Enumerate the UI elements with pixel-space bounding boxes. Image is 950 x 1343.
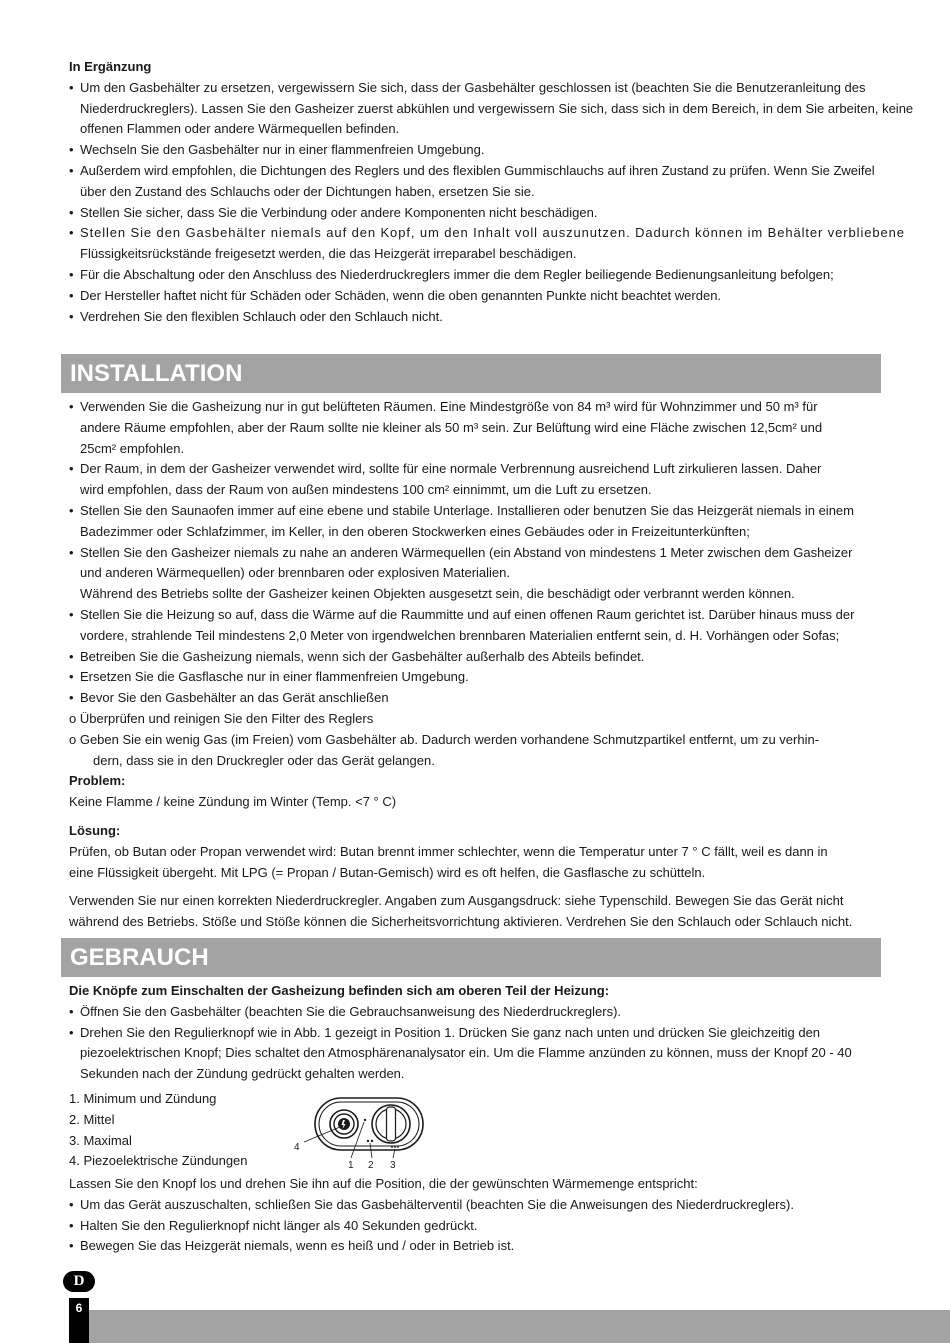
legend-item: 2. Mittel bbox=[69, 1111, 115, 1127]
supplement-section bbox=[69, 57, 914, 327]
figure-label-3: 3 bbox=[390, 1160, 396, 1171]
sub-item: o Geben Sie ein wenig Gas (im Freien) vom Gasbehälter ab. Dadurch werden vorhandene Schmutzpartikel entfernt, um zu verhin- dern, dass sie in den Druckregler oder das Gerät gelangen. bbox=[69, 731, 820, 768]
position-dot-3 bbox=[394, 1146, 396, 1148]
language-badge: D bbox=[63, 1271, 95, 1292]
position-dot-3 bbox=[391, 1146, 393, 1148]
legend-item: 3. Maximal bbox=[69, 1132, 132, 1148]
bullet-item: • Verwenden Sie die Gasheizung nur in gut belüfteten Räumen. Eine Mindestgröße von 84 m³ wird für Wohnzimmer und 50 m³ für andere Räume empfohlen, aber der Raum sollte nie kleiner als 50 m³ sein. Zur Belüftung wird eine Fläche zwischen 12,5cm² und 25cm² empfohlen. bbox=[69, 397, 881, 459]
bullet-item: • Bevor Sie den Gasbehälter an das Gerät anschließen bbox=[69, 688, 881, 709]
piezo-ignition-knob bbox=[330, 1110, 358, 1138]
page-number: 6 bbox=[69, 1298, 89, 1343]
solution-label: Lösung: bbox=[69, 822, 121, 838]
position-dot-1 bbox=[364, 1119, 366, 1121]
problem-text: Keine Flamme / keine Zündung im Winter (Temp. <7 ° C) bbox=[69, 794, 397, 810]
bullet-item: • Um den Gasbehälter zu ersetzen, vergewissern Sie sich, dass der Gasbehälter geschlossen ist (beachten Sie die Benutzeranleitung des Niederdruckreglers). Lassen Sie den Gasheizer zuerst abkühlen und vergewissern Sie sich, dass sich in dem Bereich, in dem Sie arbeiten, keine offenen Flammen oder andere Wärmequellen befinden. bbox=[69, 78, 881, 140]
figure-label-2: 2 bbox=[368, 1160, 374, 1171]
regulator-knob bbox=[372, 1105, 410, 1143]
bullet-item: • Der Hersteller haftet nicht für Schäden oder Schäden, wenn die oben genannten Punkte nicht beachtet werden. bbox=[69, 286, 881, 307]
position-dot-3 bbox=[397, 1146, 399, 1148]
bullet-item: • Drehen Sie den Regulierknopf wie in Abb. 1 gezeigt in Position 1. Drücken Sie ganz nach unten und drücken Sie gleichzeitig den piezoelektrischen Knopf; Dies schaltet den Atmosphärenanalysator ein. Um die Flamme anzünden zu können, muss der Knopf 20 - 40 Sekunden nach der Zündung gedrückt gehalten werden. bbox=[69, 1023, 881, 1085]
usage-intro: Die Knöpfe zum Einschalten der Gasheizung befinden sich am oberen Teil der Heizung: bbox=[69, 983, 610, 998]
bullet-item: • Stellen Sie den Saunaofen immer auf eine ebene und stabile Unterlage. Installieren oder benutzen Sie das Heizgerät niemals in einem Badezimmer oder Schlafzimmer, im Keller, in den oberen Stockwerken eines Gebäudes oder in Freizeitunterkünften; bbox=[69, 501, 881, 543]
usage-after-section bbox=[69, 1174, 881, 1257]
bullet-item: • Um das Gerät auszuschalten, schließen Sie das Gasbehälterventil (beachten Sie die Anweisungen des Niederdruckreglers). bbox=[69, 1195, 881, 1216]
bullet-item: • Öffnen Sie den Gasbehälter (beachten Sie die Gebrauchsanweisung des Niederdruckreglers). bbox=[69, 1002, 881, 1023]
bullet-item: • Der Raum, in dem der Gasheizer verwendet wird, sollte für eine normale Verbrennung ausreichend Luft zirkulieren lassen. Daher wird empfohlen, dass der Raum von außen mindestens 100 cm² einnimmt, um die Luft zu ersetzen. bbox=[69, 459, 881, 501]
bullet-item: • Stellen Sie die Heizung so auf, dass die Wärme auf die Raummitte und auf einen offenen Raum gerichtet ist. Darüber hinaus muss der vordere, strahlende Teil mindestens 2,0 Meter von irgendwelchen brennbaren Materialien entfernt sein, d. H. Vorhängen oder Sofas; bbox=[69, 605, 881, 647]
bullet-item: • Für die Abschaltung oder den Anschluss des Niederdruckreglers immer die dem Regler beiliegende Bedienungsanleitung befolgen; bbox=[69, 265, 881, 286]
usage-heading: GEBRAUCH bbox=[61, 938, 881, 977]
legend-item: 4. Piezoelektrische Zündungen bbox=[69, 1153, 248, 1169]
legend-item: 1. Minimum und Zündung bbox=[69, 1091, 217, 1106]
bullet-item: • Wechseln Sie den Gasbehälter nur in einer flammenfreien Umgebung. bbox=[69, 140, 881, 161]
supplement-title: In Ergänzung bbox=[69, 59, 152, 74]
position-dot-2 bbox=[367, 1140, 369, 1142]
figure-label-4: 4 bbox=[294, 1142, 300, 1153]
sub-item: o Überprüfen und reinigen Sie den Filter des Reglers bbox=[69, 710, 374, 726]
regulator-paragraph: Verwenden Sie nur einen korrekten Niederdruckregler. Angaben zum Ausgangsdruck: siehe Typenschild. Bewegen Sie das Gerät nicht während des Betriebs. Stöße und Stöße können die Sicherheitsvorrichtung aktivieren. Verdrehen Sie den Schlauch oder Schlauch nicht. bbox=[69, 893, 853, 930]
bullet-item: • Betreiben Sie die Gasheizung niemals, wenn sich der Gasbehälter außerhalb des Abteils befindet. bbox=[69, 647, 881, 668]
bullet-item: • Stellen Sie den Gasbehälter niemals auf den Kopf, um den Inhalt voll auszunutzen. Dadurch können im Behälter verbliebene Flüssigkeitsrückstände freigesetzt werden, die das Heizgerät irreparabel beschädigen. bbox=[69, 223, 881, 265]
bullet-item: • Außerdem wird empfohlen, die Dichtungen des Reglers und des flexiblen Gummischlauchs auf ihren Zustand zu prüfen. Wenn Sie Zweifel über den Zustand des Schlauchs oder der Dichtungen haben, ersetzen Sie sie. bbox=[69, 161, 881, 203]
bullet-item: • Stellen Sie sicher, dass Sie die Verbindung oder andere Komponenten nicht beschädigen. bbox=[69, 203, 881, 224]
after-intro: Lassen Sie den Knopf los und drehen Sie ihn auf die Position, die der gewünschten Wärmemenge entspricht: bbox=[69, 1176, 698, 1191]
bullet-item: • Bewegen Sie das Heizgerät niemals, wenn es heiß und / oder in Betrieb ist. bbox=[69, 1236, 881, 1257]
solution-paragraph: Prüfen, ob Butan oder Propan verwendet wird: Butan brennt immer schlechter, wenn die Temperatur unter 7 ° C fällt, weil es dann in eine Flüssigkeit übergeht. Mit LPG (= Propan / Butan-Gemisch) wird es oft helfen, die Gasflasche zu schütteln. bbox=[69, 843, 828, 880]
knob-legend bbox=[69, 1089, 248, 1172]
bullet-item: • Ersetzen Sie die Gasflasche nur in einer flammenfreien Umgebung. bbox=[69, 667, 881, 688]
figure-label-1: 1 bbox=[348, 1160, 354, 1171]
usage-section bbox=[69, 981, 881, 1085]
bullet-item: • Verdrehen Sie den flexiblen Schlauch oder den Schlauch nicht. bbox=[69, 307, 881, 328]
control-knobs-figure bbox=[288, 1094, 438, 1174]
problem-label: Problem: bbox=[69, 773, 126, 789]
installation-section bbox=[69, 397, 881, 933]
bullet-item: • Stellen Sie den Gasheizer niemals zu nahe an anderen Wärmequellen (ein Abstand von mindestens 1 Meter zwischen dem Gasheizer und anderen Wärmequellen) oder brennbaren oder explosiven Materialien. Während des Betriebs sollte der Gasheizer keinen Objekten ausgesetzt sein, die beschädigt oder verbrannt werden können. bbox=[69, 543, 881, 605]
footer-bar bbox=[89, 1310, 950, 1343]
installation-heading: INSTALLATION bbox=[61, 354, 881, 393]
bullet-item: • Halten Sie den Regulierknopf nicht länger als 40 Sekunden gedrückt. bbox=[69, 1216, 881, 1237]
position-dot-2 bbox=[371, 1140, 373, 1142]
